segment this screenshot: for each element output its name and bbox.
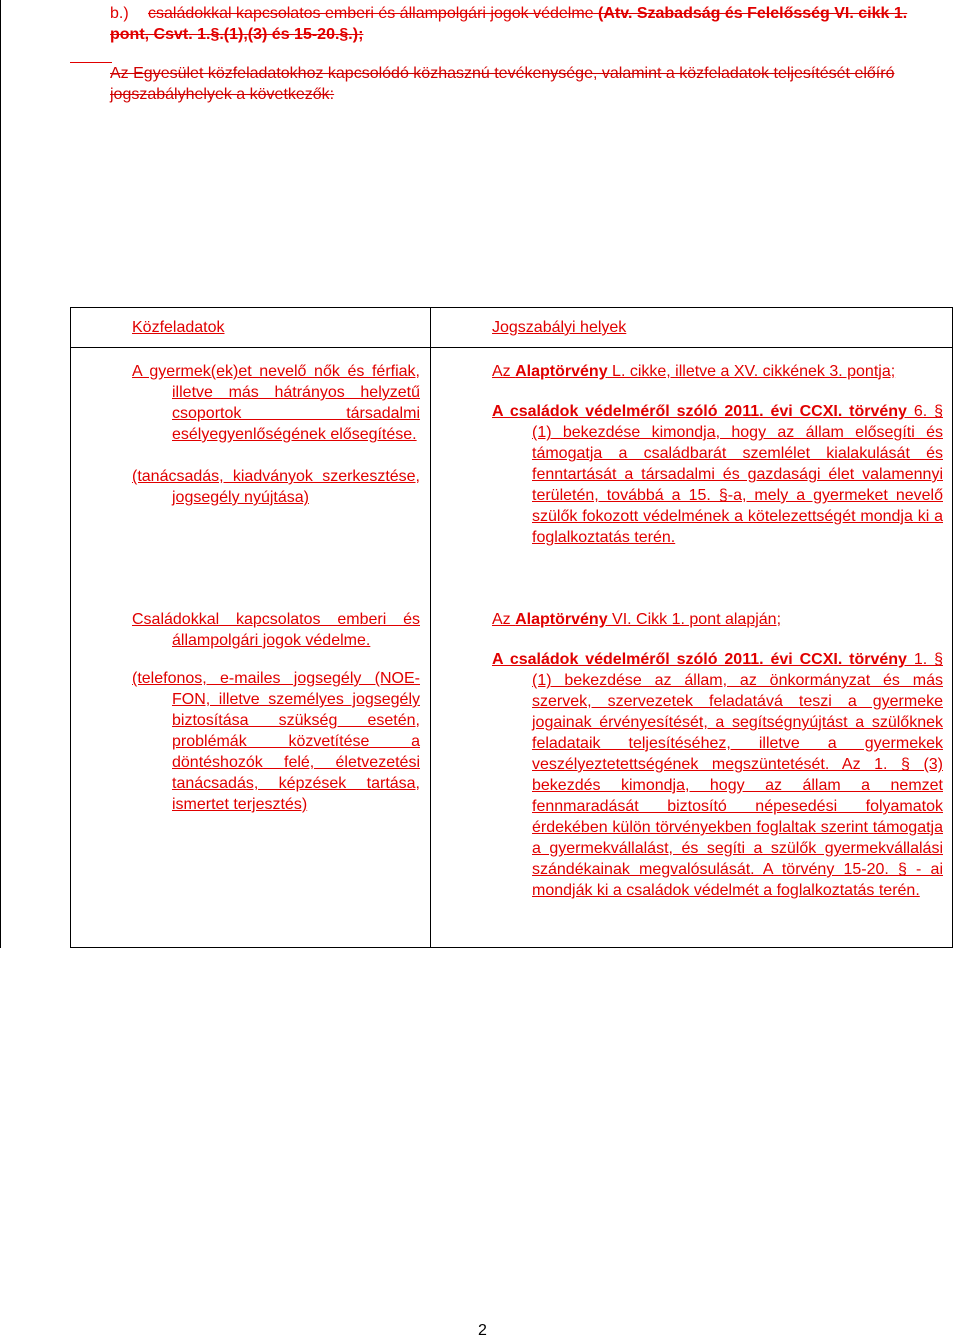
header-jogszabalyi-helyek: Jogszabályi helyek [492, 319, 627, 336]
list-item-reference: (Atv. Szabadság és Felelősség VI. cikk 1. pont, Csvt. 1.§.(1),(3) és 15-20.§.); [110, 5, 908, 43]
header-kozfeladatok: Közfeladatok [132, 319, 225, 336]
row1-left-cell [132, 361, 420, 508]
intro-rule [70, 62, 112, 63]
row1-law-2-bold: A családok védelméről szóló 2011. évi CCXI. törvény [492, 403, 907, 420]
list-item-number: b.) [110, 5, 129, 22]
row2-law-1-bold: Alaptörvény [515, 611, 608, 628]
row1-law-1-post: L. cikke, illetve a XV. cikkének 3. pontja; [607, 363, 896, 380]
row2-law-2-post: 1. § (1) bekezdése az állam, az önkormányzat és más szervek, szervezetek feladatává teszi a gyermeke jogainak érvényesítését, a segítségnyújtást a szülőknek feladataik teljesítéséhez, illetve a gyermekek veszélyeztetettségének megszüntetését. Az 1. § (3) bekezdés kimondja, hogy az állam a nemzet fennmaradását biztosító népesedési folyamatok érdekében külön törvényekben foglaltak szerint támogatja a gyermekvállalást, és segíti a szülők gyermekvállalási szándékainak megvalósulását. A törvény 15-20. § - ai mondják ki a családok védelmét a foglalkoztatás terén. [532, 651, 943, 899]
row1-task-details: (tanácsadás, kiadványok szerkesztése, jogsegély nyújtása) [132, 468, 420, 506]
intro-paragraph: Az Egyesület közfeladatokhoz kapcsolódó közhasznú tevékenysége, valamint a közfeladatok teljesítését előíró jogszabályhelyek a következők: [110, 65, 895, 103]
row2-law-2-bold: A családok védelméről szóló 2011. évi CCXI. törvény [492, 651, 907, 668]
page-number: 2 [478, 1322, 487, 1339]
change-bar-top [0, 0, 1, 307]
row1-law-1-bold: Alaptörvény [515, 363, 608, 380]
row1-law-2-post: 6. § (1) bekezdése kimondja, hogy az állam elősegíti és támogatja a családbarát szemlélet kialakulását és fenntartását a társadalmi és gazdasági élet valamennyi területén, továbbá a 15. §-a, mely a gyermeket nevelő szülők fokozott védelmének a kötelezettségét mondja ki a foglalkoztatás terén. [532, 403, 943, 546]
row2-law-1 [492, 609, 943, 630]
row2-task-details: (telefonos, e-mailes jogsegély (NOE-FON, illetve személyes jogsegély biztosítása szükség esetén, problémák közvetítése a döntéshozók felé, életvezetési tanácsadás, képzések tartása, ismertet terjesztés) [132, 670, 420, 813]
list-item-text: családokkal kapcsolatos emberi és állampolgári jogok védelme [148, 5, 594, 22]
row2-right-cell [492, 609, 943, 901]
row2-law-2 [492, 649, 943, 901]
row1-task: A gyermek(ek)et nevelő nők és férfiak, illetve más hátrányos helyzetű csoportok társadalmi esélyegyenlőségének elősegítése. [132, 363, 420, 443]
row2-law-1-pre: Az [492, 611, 516, 628]
row2-law-1-post: VI. Cikk 1. pont alapján; [607, 611, 782, 628]
header-rule [71, 347, 952, 348]
row1-law-1-pre: Az [492, 363, 516, 380]
list-item-b [110, 3, 940, 45]
column-divider [430, 308, 431, 947]
row2-task: Családokkal kapcsolatos emberi és állampolgári jogok védelme. [132, 611, 420, 649]
row2-left-cell [132, 609, 420, 815]
change-bar-table [0, 307, 1, 948]
row1-right-cell [492, 361, 943, 548]
tasks-table [70, 307, 953, 948]
row1-law-2 [492, 401, 943, 548]
row1-law-1 [492, 361, 943, 382]
